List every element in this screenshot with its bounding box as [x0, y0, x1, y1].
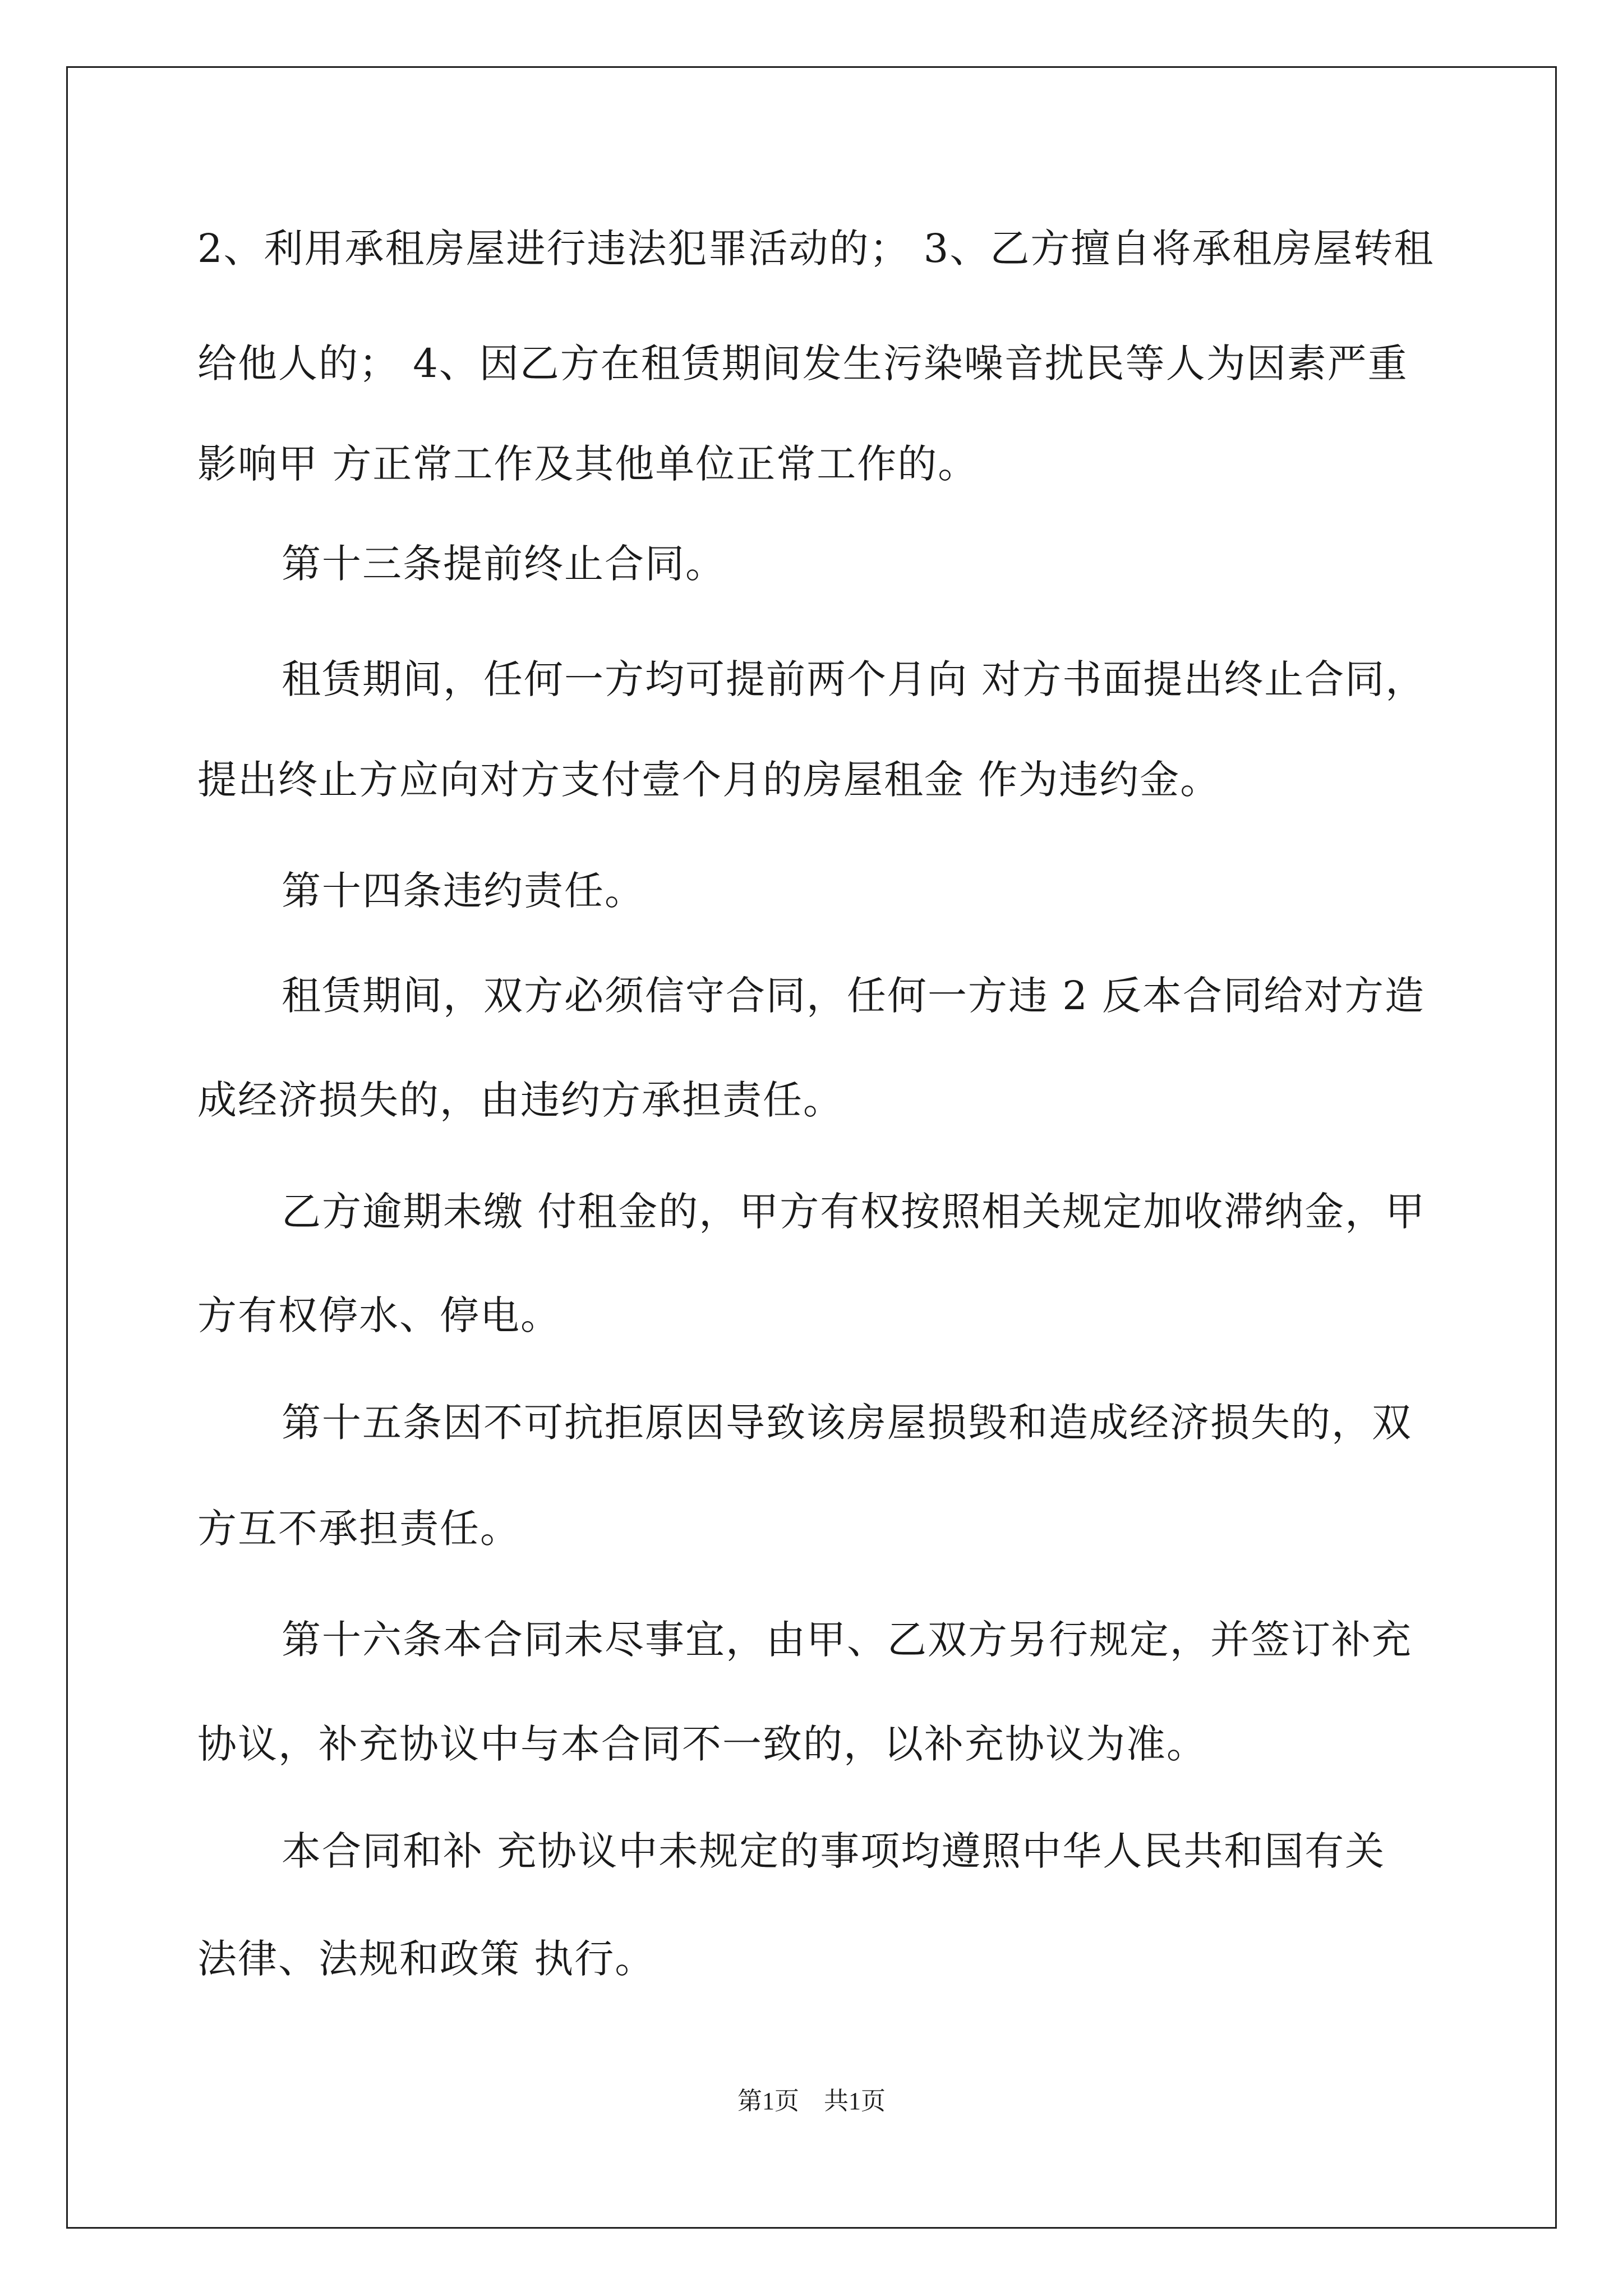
text-line: 影响甲 方正常工作及其他单位正常工作的。: [197, 441, 979, 487]
text-line: 协议，补充协议中与本合同不一致的，以补充协议为准。: [197, 1721, 1207, 1767]
text-line: 成经济损失的，由违约方承担责任。: [197, 1077, 843, 1123]
text-line: 乙方逾期未缴 付租金的，甲方有权按照相关规定加收滞纳金，甲: [282, 1189, 1426, 1235]
page-number-footer: 第1页 共1页: [737, 2087, 886, 2115]
article-heading: 第十四条违约责任。: [282, 868, 645, 914]
text-line: 租赁期间，双方必须信守合同，任何一方违 2 反本合同给对方造: [282, 973, 1426, 1019]
text-line: 给他人的； 4、因乙方在租赁期间发生污染噪音扰民等人为因素严重: [197, 341, 1408, 386]
text-line: 本合同和补 充协议中未规定的事项均遵照中华人民共和国有关: [282, 1828, 1386, 1874]
text-line: 租赁期间，任何一方均可提前两个月向 对方书面提出终止合同，: [282, 656, 1426, 702]
text-line: 法律、法规和政策 执行。: [197, 1936, 656, 1982]
text-line: 方互不承担责任。: [197, 1506, 520, 1552]
text-line: 第十五条因不可抗拒原因导致该房屋损毁和造成经济损失的，双: [282, 1400, 1412, 1446]
text-line: 2、利用承租房屋进行违法犯罪活动的； 3、乙方擅自将承租房屋转租: [197, 226, 1435, 272]
text-line: 第十六条本合同未尽事宜，由甲、乙双方另行规定，并签订补充: [282, 1617, 1412, 1663]
text-line: 提出终止方应向对方支付壹个月的房屋租金 作为违约金。: [197, 757, 1221, 803]
page-border: [66, 66, 1557, 2229]
article-heading: 第十三条提前终止合同。: [282, 541, 726, 587]
text-line: 方有权停水、停电。: [197, 1292, 561, 1338]
